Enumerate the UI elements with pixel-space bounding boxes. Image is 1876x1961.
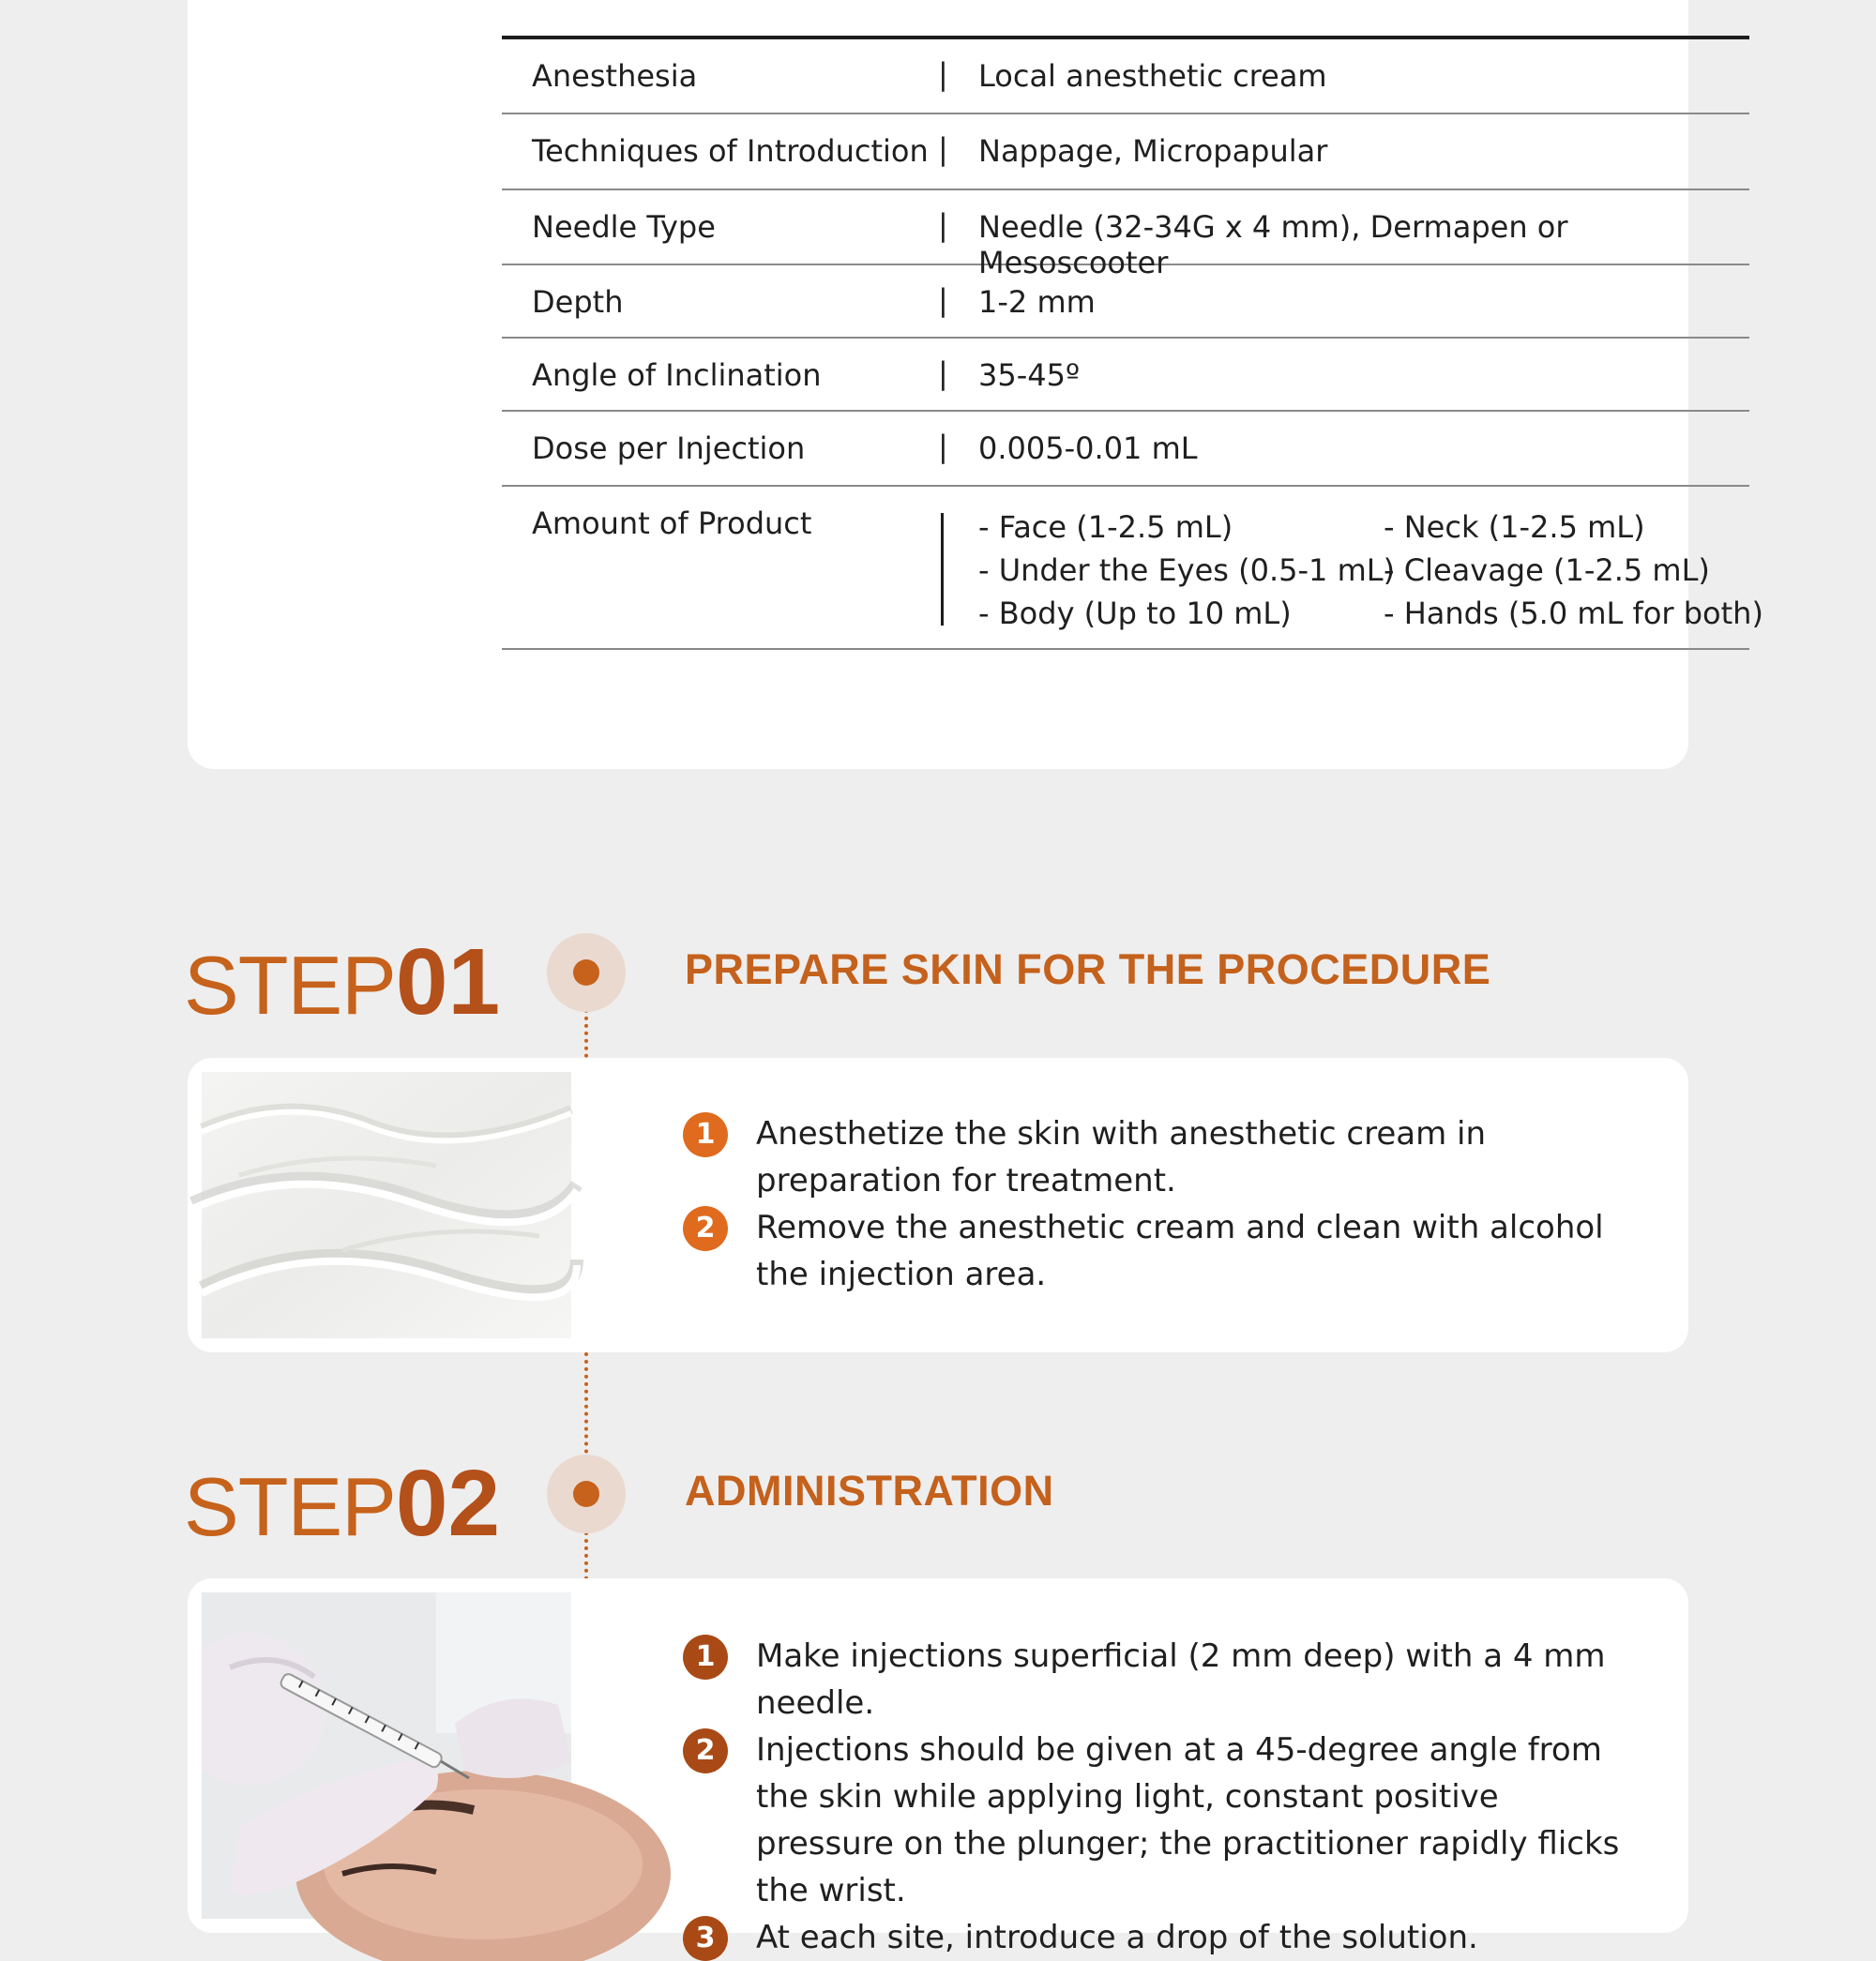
amount-column-1 xyxy=(978,505,1395,635)
spec-row-dose xyxy=(502,412,1749,487)
step-01-heading xyxy=(184,928,501,1034)
spec-value: 35-45º xyxy=(978,357,1081,393)
spec-value: Local anesthetic cream xyxy=(978,58,1327,94)
spec-label: Anesthesia xyxy=(532,58,698,94)
amount-item: - Body (Up to 10 mL) xyxy=(978,596,1292,631)
amount-item: - Face (1-2.5 mL) xyxy=(978,509,1233,545)
step-number-badge: 3 xyxy=(683,1916,728,1961)
step-number-badge: 1 xyxy=(683,1635,728,1680)
spec-separator: | xyxy=(938,282,948,318)
timeline-node-center xyxy=(573,959,599,986)
spec-row-techniques xyxy=(502,114,1749,190)
injection-illustration xyxy=(202,1592,571,1919)
spec-label: Angle of Inclination xyxy=(532,357,822,393)
spec-label: Dose per Injection xyxy=(532,430,806,466)
instruction-item xyxy=(683,1110,1632,1204)
spec-separator: | xyxy=(938,131,948,167)
step-01-card xyxy=(188,1058,1688,1352)
step-word: STEP xyxy=(184,939,396,1032)
amount-item: - Neck (1-2.5 mL) xyxy=(1384,509,1645,545)
specifications-table xyxy=(502,36,1763,650)
step-number-badge: 1 xyxy=(683,1112,728,1157)
spec-row-anesthesia xyxy=(502,39,1749,114)
step-01-title: PREPARE SKIN FOR THE PROCEDURE xyxy=(685,945,1491,993)
spec-value: Needle (32-34G x 4 mm), Dermapen or Mesoscooter xyxy=(978,209,1568,280)
step-number: 02 xyxy=(395,1451,501,1556)
step-01-instructions xyxy=(683,1110,1632,1298)
timeline-node-icon xyxy=(547,933,626,1012)
step-number: 01 xyxy=(395,929,501,1034)
step-02-heading xyxy=(184,1450,501,1556)
instruction-text: Remove the anesthetic cream and clean with alcohol the injection area. xyxy=(756,1209,1604,1293)
spec-value: 1-2 mm xyxy=(978,284,1096,320)
spec-label: Needle Type xyxy=(532,209,716,245)
step-02-card xyxy=(188,1578,1688,1956)
spec-separator-bar xyxy=(941,513,944,626)
instruction-text: Anesthetize the skin with anesthetic cream in preparation for treatment. xyxy=(756,1115,1487,1199)
spec-row-depth xyxy=(502,265,1749,339)
instruction-item xyxy=(683,1914,1632,1961)
instruction-item xyxy=(683,1204,1632,1298)
spec-separator: | xyxy=(938,56,948,92)
spec-label: Techniques of Introduction xyxy=(532,133,929,169)
instruction-text: Make injections superficial (2 mm deep) with a 4 mm needle. xyxy=(756,1637,1606,1722)
spec-value: 0.005-0.01 mL xyxy=(978,430,1198,466)
step-word: STEP xyxy=(184,1460,396,1553)
amount-item: - Under the Eyes (0.5-1 mL) xyxy=(978,552,1396,588)
spec-row-angle xyxy=(502,339,1749,412)
instruction-text: At each site, introduce a drop of the solution. xyxy=(756,1919,1478,1956)
timeline-node-center xyxy=(573,1481,599,1507)
specifications-card xyxy=(188,0,1763,769)
step-number-badge: 2 xyxy=(683,1728,728,1773)
step-02-title: ADMINISTRATION xyxy=(685,1467,1054,1515)
spec-label: Depth xyxy=(532,284,624,320)
instruction-item xyxy=(683,1633,1632,1727)
amount-item: - Hands (5.0 mL for both) xyxy=(1384,596,1763,631)
spec-row-amount xyxy=(502,487,1763,650)
timeline-node-icon xyxy=(547,1455,626,1533)
injection-photo xyxy=(202,1592,571,1919)
step-02-instructions xyxy=(683,1633,1632,1961)
step-number-badge: 2 xyxy=(683,1206,728,1251)
spec-value: Nappage, Micropapular xyxy=(978,133,1328,169)
spec-separator: | xyxy=(938,355,948,391)
spec-label: Amount of Product xyxy=(532,505,812,541)
amount-column-2 xyxy=(1384,505,1763,635)
instruction-item xyxy=(683,1727,1632,1914)
instruction-text: Injections should be given at a 45-degree angle from the skin while applying light, constant positive pressure on the plunger; the practitioner rapidly flicks the wrist. xyxy=(756,1731,1620,1909)
cream-texture-illustration xyxy=(202,1072,571,1338)
spec-row-needle-type xyxy=(502,190,1749,280)
amount-item: - Cleavage (1-2.5 mL) xyxy=(1384,552,1710,588)
spec-separator: | xyxy=(938,429,948,464)
spec-separator: | xyxy=(938,207,948,243)
cream-texture-image xyxy=(202,1072,571,1338)
